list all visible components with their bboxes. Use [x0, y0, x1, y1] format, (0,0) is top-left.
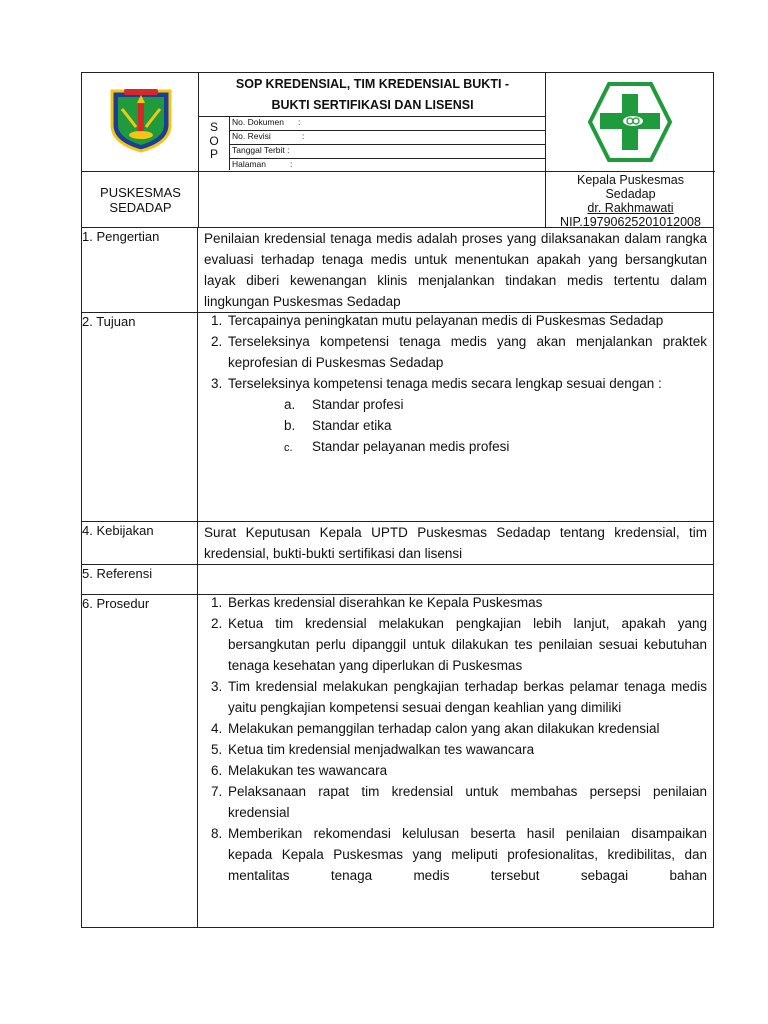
- section-kebijakan: [81, 522, 714, 565]
- sop-vertical-label: [199, 117, 229, 171]
- meta-tanggal-terbit: [232, 144, 532, 158]
- section-label: 4. Kebijakan: [82, 522, 198, 564]
- sub-list-marker: b.: [284, 418, 296, 433]
- list-item: [226, 781, 707, 823]
- section-text: Penilaian kredensial tenaga medis adalah proses yang dilaksanakan dalam rangka evaluasi terhadap tenaga medis untuk menentukan apakah yang bersangkutan layak diberi kewenangan klinis menjalankan tindakan medis tertentu dalam lingkungan Puskesmas Sedadap: [204, 231, 707, 309]
- section-prosedur: [81, 595, 714, 928]
- section-text: Surat Keputusan Kepala UPTD Puskesmas Sedadap tentang kredensial, tim kredensial, bukti-bukti sertifikasi dan lisensi: [204, 525, 707, 561]
- document-title: [199, 73, 546, 118]
- list-item: [226, 676, 707, 718]
- list-item-text: Ketua tim kredensial menjadwalkan tes wawancara: [228, 742, 535, 757]
- signer-place: Sedadap: [605, 187, 656, 201]
- meta-label: Halaman: [232, 159, 267, 169]
- title-line: SOP KREDENSIAL, TIM KREDENSIAL BUKTI -: [235, 77, 510, 91]
- regional-emblem-logo: [106, 85, 176, 153]
- meta-no-dokumen: [232, 116, 532, 130]
- list-item-text: Terseleksinya kompetensi tenaga medis secara lengkap sesuai dengan :: [228, 376, 662, 391]
- list-item: [226, 718, 707, 739]
- list-item-text: Memberikan rekomendasi kelulusan beserta hasil penilaian disampaikan kepada Kepala Puskesmas yang meliputi profesionalitas, kredibilitas, dan mentalitas tenaga medis tersebut sebagai bahan: [228, 826, 707, 883]
- signer-title: Kepala Puskesmas: [576, 173, 684, 187]
- list-item-text: Tim kredensial melakukan pengkajian terhadap berkas pelamar tenaga medis yaitu pengkajian kompetensi sesuai dengan keahlian yang dimiliki: [228, 679, 707, 715]
- meta-separator: :: [298, 117, 301, 127]
- sub-list-item: [284, 436, 707, 459]
- header-divider: [229, 116, 230, 170]
- list-item-text: Pelaksanaan rapat tim kredensial untuk membahas persepsi penilaian kredensial: [228, 784, 707, 820]
- meta-label: No. Revisi: [232, 131, 271, 141]
- list-item: [226, 331, 707, 373]
- sub-list-item: [284, 394, 707, 415]
- puskesmas-logo: [588, 82, 672, 162]
- list-item: [226, 760, 707, 781]
- list-item: [226, 739, 707, 760]
- list-item: [226, 373, 707, 459]
- list-item-text: Terseleksinya kompetensi tenaga medis yang akan menjalankan praktek keprofesian di Puskesmas Sedadap: [228, 334, 707, 370]
- signer-name: dr. Rakhmawati: [587, 201, 674, 215]
- list-item: [226, 310, 707, 331]
- section-list: [204, 310, 707, 459]
- list-item-text: Melakukan tes wawancara: [228, 763, 388, 778]
- meta-halaman: [232, 158, 532, 172]
- list-item: [226, 613, 707, 676]
- list-item-text: Ketua tim kredensial melakukan pengkajian lebih lanjut, apakah yang bersangkutan perlu dipanggil untuk dilakukan tes penilaian sesuai kebutuhan tenaga kesehatan yang diperlukan di Puskesmas: [228, 616, 707, 673]
- sub-list-item: [284, 415, 707, 436]
- section-label: 2. Tujuan: [82, 313, 198, 521]
- title-line: BUKTI SERTIFIKASI DAN LISENSI: [271, 98, 474, 112]
- sub-list-text: Standar pelayanan medis profesi: [312, 439, 510, 454]
- section-list: [204, 595, 707, 886]
- list-item-text: Tercapainya peningkatan mutu pelayanan medis di Puskesmas Sedadap: [228, 313, 664, 328]
- puskesmas-name: [82, 172, 199, 229]
- sub-list-marker: a.: [284, 397, 296, 412]
- sop-letter: S: [209, 120, 218, 134]
- meta-separator: :: [287, 145, 290, 155]
- meta-label: Tanggal Terbit: [232, 145, 285, 155]
- section-pengertian: [81, 228, 714, 313]
- section-label: 6. Prosedur: [82, 595, 198, 927]
- meta-no-revisi: [232, 130, 532, 144]
- list-item-text: Melakukan pemanggilan terhadap calon yang akan dilakukan kredensial: [228, 721, 660, 736]
- section-label: 5. Referensi: [82, 565, 198, 594]
- signature-block: [546, 172, 715, 229]
- list-item: [226, 595, 707, 613]
- meta-separator: :: [290, 159, 293, 169]
- list-item: [226, 823, 707, 886]
- section-label: 1. Pengertian: [82, 228, 198, 312]
- puskesmas-name-line: SEDADAP: [109, 200, 172, 215]
- puskesmas-name-line: PUSKESMAS: [100, 185, 181, 200]
- sub-list-marker: c.: [284, 442, 293, 454]
- sub-list: [228, 394, 707, 459]
- sub-list-text: Standar etika: [312, 418, 392, 433]
- sop-letter: O: [209, 133, 219, 148]
- sop-header-table: [81, 72, 714, 228]
- section-referensi: [81, 565, 714, 595]
- section-tujuan: [81, 313, 714, 522]
- list-item-text: Berkas kredensial diserahkan ke Kepala Puskesmas: [228, 595, 543, 610]
- sub-list-text: Standar profesi: [312, 397, 404, 412]
- signer-nip: NIP.19790625201012008: [560, 215, 701, 229]
- meta-separator: :: [302, 131, 305, 141]
- meta-label: No. Dokumen: [232, 117, 284, 127]
- sop-letter: P: [209, 147, 218, 161]
